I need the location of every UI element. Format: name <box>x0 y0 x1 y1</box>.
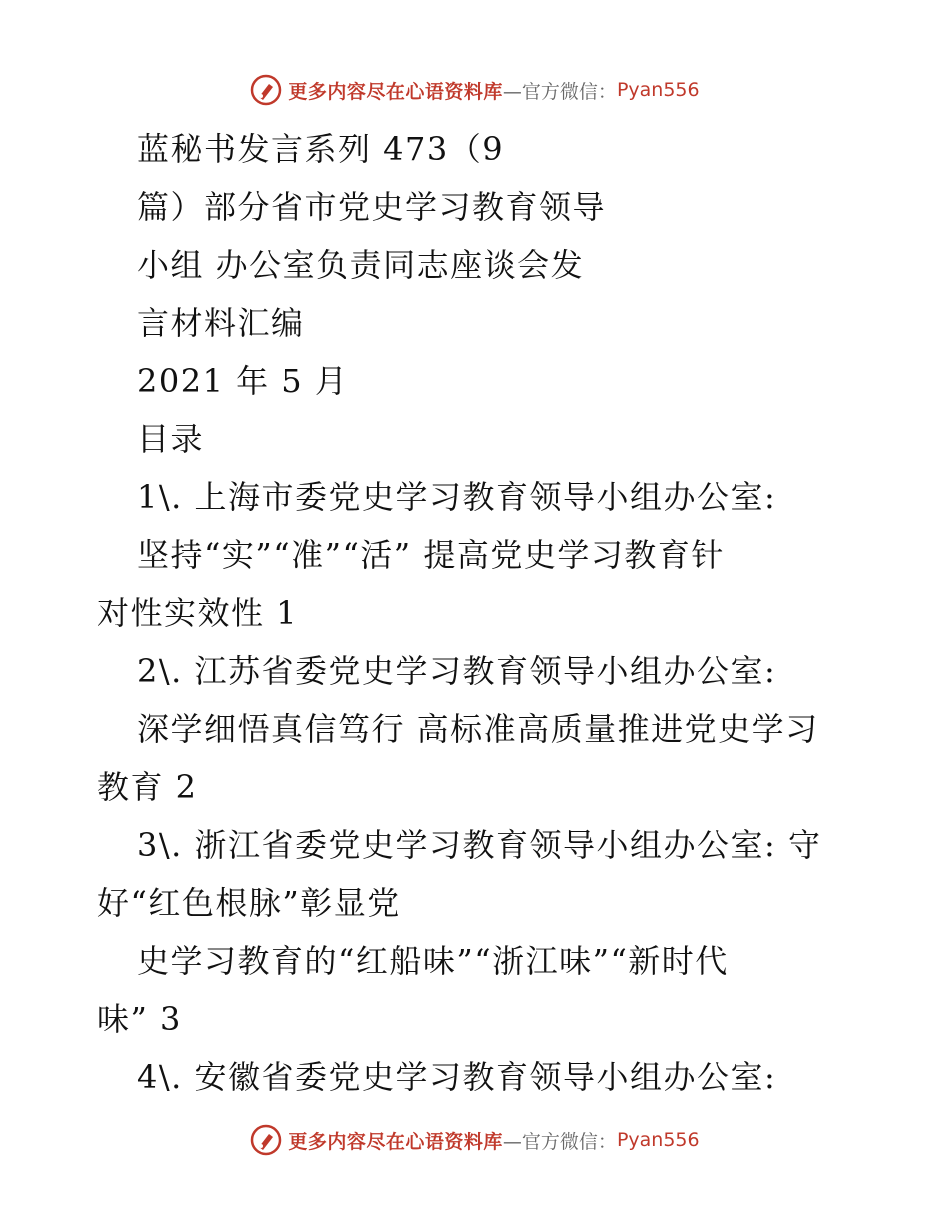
toc-item-1-heading: 1\. 上海市委党史学习教育领导小组办公室: <box>137 478 777 516</box>
toc-item-2-heading: 2\. 江苏省委党史学习教育领导小组办公室: <box>137 652 777 690</box>
toc-item-1-title-cont: 对性实效性 1 <box>97 594 299 632</box>
toc-item-3-title-end: 味” 3 <box>97 1000 182 1038</box>
toc-heading: 目录 <box>137 420 205 458</box>
doc-title-line-1: 蓝秘书发言系列 473（9 <box>137 130 505 168</box>
toc-item-1-title: 坚持“实”“准”“活” 提高党史学习教育针 <box>137 536 725 574</box>
doc-title-line-4: 言材料汇编 <box>137 304 305 342</box>
watermark-brand: 更多内容尽在心语资料库 <box>288 80 503 103</box>
toc-item-2-title: 深学细悟真信笃行 高标准高质量推进党史学习 <box>137 710 819 748</box>
pen-nib-logo-icon <box>250 74 282 106</box>
watermark-brand: 更多内容尽在心语资料库 <box>288 1130 503 1153</box>
watermark-wechat-id: Pyan556 <box>616 79 700 101</box>
doc-title-line-2: 篇）部分省市党史学习教育领导 <box>137 188 607 226</box>
toc-item-3-heading: 3\. 浙江省委党史学习教育领导小组办公室: 守 <box>137 826 822 864</box>
watermark-official-label: —官方微信： <box>502 80 617 103</box>
toc-item-3-title: 好“红色根脉”彰显党 <box>97 884 401 922</box>
doc-title-line-3: 小组 办公室负责同志座谈会发 <box>137 246 585 284</box>
footer-watermark <box>0 1120 950 1160</box>
doc-date: 2021 年 5 月 <box>137 362 349 400</box>
pen-nib-logo-icon <box>250 1124 282 1156</box>
header-watermark <box>0 70 950 110</box>
toc-item-4-heading: 4\. 安徽省委党史学习教育领导小组办公室: <box>137 1058 777 1096</box>
watermark-wechat-id: Pyan556 <box>616 1129 700 1151</box>
watermark-official-label: —官方微信： <box>502 1130 617 1153</box>
toc-item-2-title-cont: 教育 2 <box>97 768 198 806</box>
toc-item-3-title-cont: 史学习教育的“红船味”“浙江味”“新时代 <box>137 942 729 980</box>
